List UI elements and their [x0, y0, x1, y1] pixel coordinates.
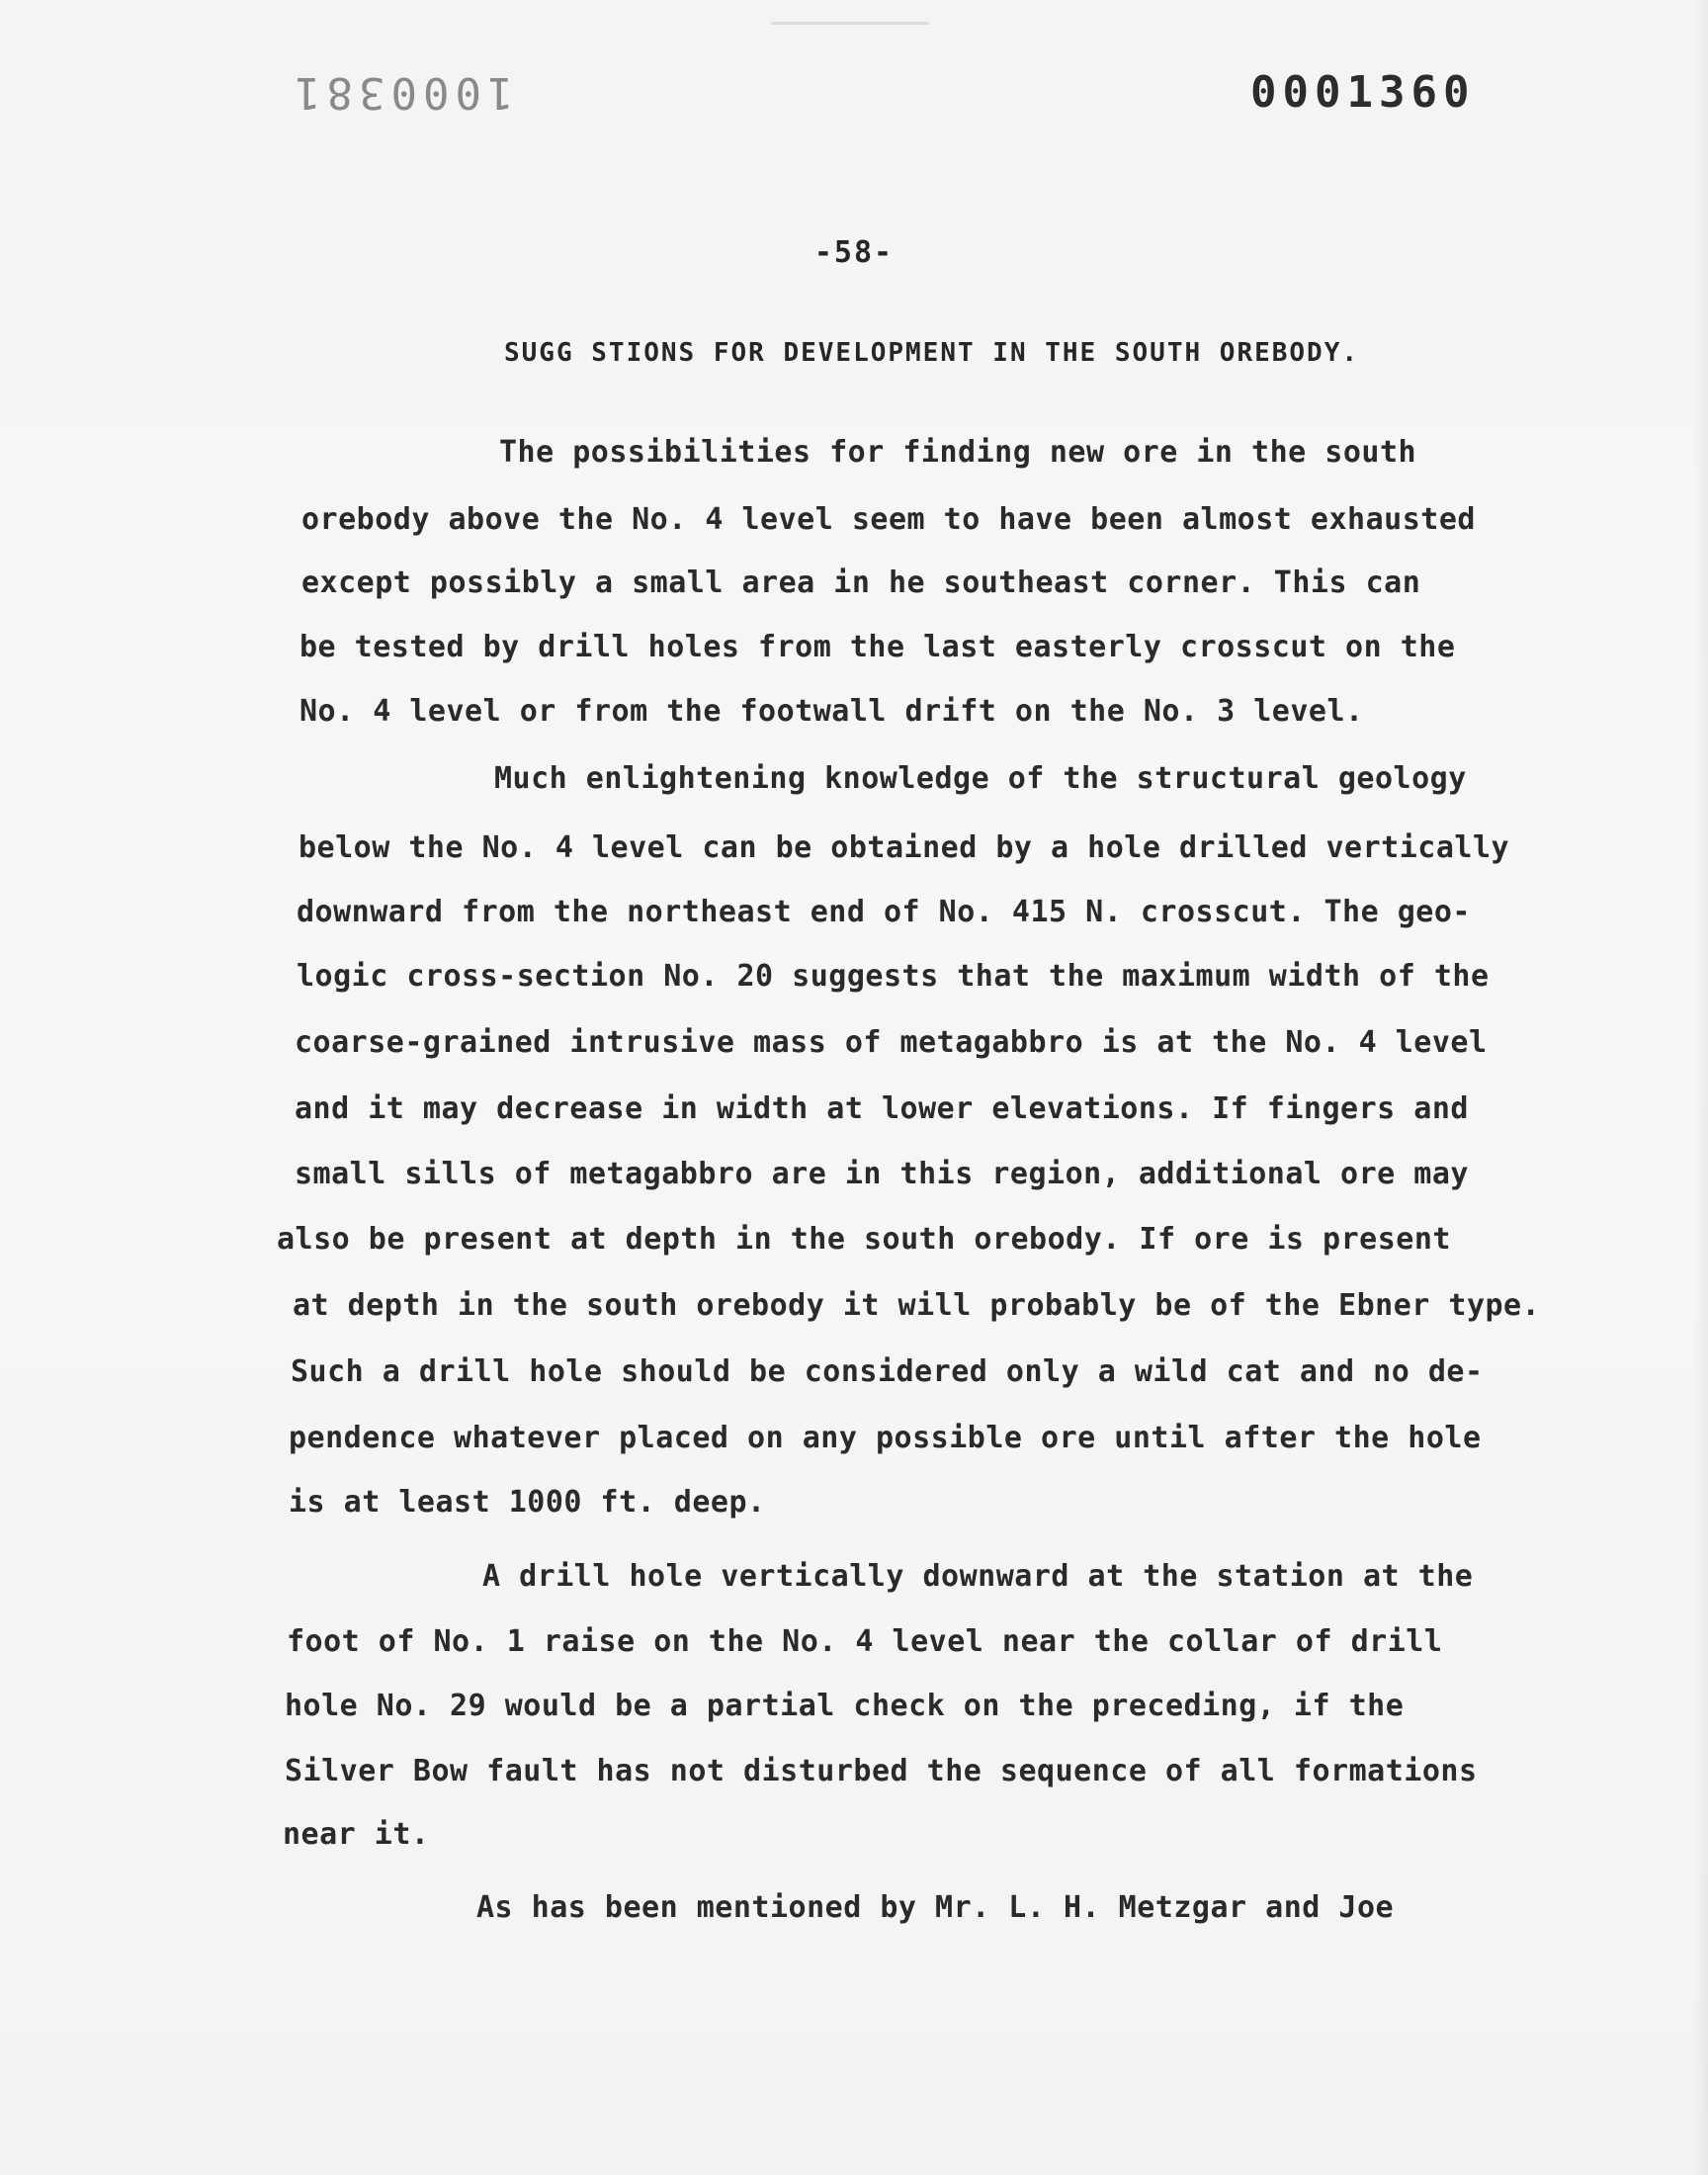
text-line: hole No. 29 would be a partial check on the preceding, if the	[285, 1689, 1405, 1723]
text-line: orebody above the No. 4 level seem to have been almost exhausted	[301, 502, 1476, 537]
text-line: Such a drill hole should be considered only a wild cat and no de-	[291, 1354, 1484, 1389]
text-line: coarse-grained intrusive mass of metagabbro is at the No. 4 level	[295, 1025, 1488, 1060]
text-line: except possibly a small area in he southeast corner. This can	[301, 566, 1421, 600]
text-line: below the No. 4 level can be obtained by a hole drilled vertically	[299, 830, 1510, 865]
faint-mark	[771, 22, 929, 25]
text-line: Silver Bow fault has not disturbed the sequence of all formations	[285, 1754, 1478, 1788]
stamp-number-mirrored: 1000381	[289, 67, 514, 118]
text-line: A drill hole vertically downward at the station at the	[482, 1559, 1474, 1594]
text-line: Much enlightening knowledge of the structural geology	[494, 761, 1467, 796]
text-line: No. 4 level or from the footwall drift on the No. 3 level.	[299, 694, 1364, 729]
page-number: -58-	[813, 235, 895, 270]
text-line: logic cross-section No. 20 suggests that the maximum width of the	[297, 959, 1490, 994]
text-line: at depth in the south orebody it will probably be of the Ebner type.	[293, 1288, 1541, 1323]
page-edge-shadow	[1694, 0, 1708, 2175]
text-line: also be present at depth in the south orebody. If ore is present	[277, 1222, 1451, 1257]
section-heading: SUGG STIONS FOR DEVELOPMENT IN THE SOUTH OREBODY.	[504, 338, 1360, 368]
text-line: be tested by drill holes from the last easterly crosscut on the	[299, 630, 1456, 664]
text-line: near it.	[283, 1817, 430, 1852]
text-line: pendence whatever placed on any possible ore until after the hole	[289, 1421, 1482, 1455]
text-line: downward from the northeast end of No. 415 N. crosscut. The geo-	[297, 895, 1471, 929]
text-line: small sills of metagabbro are in this region, additional ore may	[295, 1157, 1469, 1191]
text-line: As has been mentioned by Mr. L. H. Metzgar and Joe	[476, 1890, 1395, 1925]
text-line: The possibilities for finding new ore in the south	[499, 435, 1417, 470]
stamp-number: 0001360	[1250, 67, 1476, 118]
text-line: and it may decrease in width at lower elevations. If fingers and	[295, 1091, 1469, 1126]
text-line: foot of No. 1 raise on the No. 4 level near the collar of drill	[287, 1624, 1443, 1659]
text-line: is at least 1000 ft. deep.	[289, 1485, 766, 1520]
